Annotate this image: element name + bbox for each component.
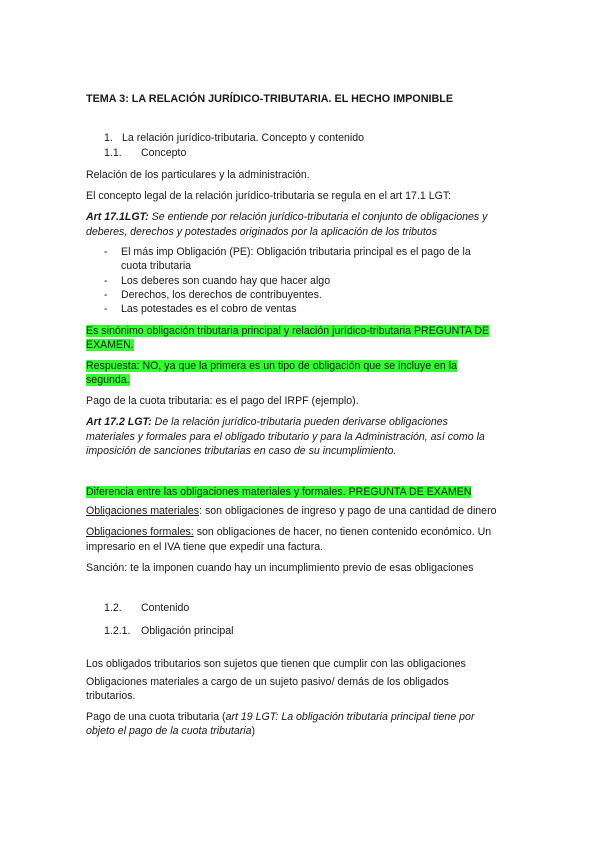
art-17-1-line-1: [86, 210, 487, 224]
obligaciones-formales-text-1: son obligaciones de hacer, no tienen contenido económico. Un: [193, 526, 492, 538]
art-17-2-line-3: imposición de sanciones tributarias en caso de su incumplimiento.: [86, 445, 397, 457]
section-1-number: 1.: [104, 132, 113, 144]
answer-1-line-2: [86, 373, 130, 387]
art-19-pre: Pago de una cuota tributaria (: [86, 711, 226, 723]
bullet-marker: -: [104, 289, 108, 301]
question-2-text: Diferencia entre las obligaciones materiales y formales. PREGUNTA DE EXAMEN: [86, 486, 472, 498]
question-1-text-1: Es sinónimo obligación tributaria principal y relación jurídico-tributaria PREGUNTA DE: [86, 325, 490, 337]
bullet-4: Las potestades es el cobro de ventas: [121, 303, 297, 315]
paragraph-pago-cuota: Pago de la cuota tributaria: es el pago del IRPF (ejemplo).: [86, 395, 359, 407]
art-17-2-text-1: De la relación jurídico-tributaria pueden derivarse obligaciones: [151, 416, 448, 428]
art-19-post: ): [251, 725, 256, 737]
paragraph-art-19-line-2: [86, 724, 255, 738]
question-1-text-2: EXAMEN.: [86, 339, 134, 351]
obligaciones-formales-label: Obligaciones formales:: [86, 526, 194, 538]
art-17-2-label: Art 17.2 LGT:: [86, 416, 152, 428]
section-1-2-number: 1.2.: [104, 602, 122, 614]
bullet-1-line-1: El más imp Obligación (PE): Obligación tributaria principal es el pago de la: [121, 246, 471, 258]
art-17-2-line-2: materiales y formales para el obligado tributario y para la Administración, así como la: [86, 431, 485, 443]
obligaciones-materiales-line: [86, 504, 497, 518]
section-1-2-1-number: 1.2.1.: [104, 625, 131, 637]
paragraph-relacion: Relación de los particulares y la administración.: [86, 169, 310, 181]
paragraph-obligaciones-line-1: Obligaciones materiales a cargo de un sujeto pasivo/ demás de los obligados: [86, 676, 449, 688]
art-19-text-2: objeto el pago de la cuota tributaria: [86, 725, 252, 737]
bullet-3: Derechos, los derechos de contribuyentes.: [121, 289, 322, 301]
art-17-2-line-1: [86, 415, 448, 429]
bullet-2: Los deberes son cuando hay que hacer algo: [121, 275, 331, 287]
bullet-marker: -: [104, 303, 108, 315]
document-title: TEMA 3: LA RELACIÓN JURÍDICO-TRIBUTARIA. EL HECHO IMPONIBLE: [86, 93, 454, 105]
obligaciones-formales-line-2: impresario en el IVA tiene que expedir una factura.: [86, 541, 324, 553]
bullet-1-line-2: cuota tributaria: [121, 260, 192, 272]
bullet-marker: -: [104, 246, 108, 258]
question-2-line: [86, 485, 471, 499]
section-1-heading: La relación jurídico-tributaria. Concepto y contenido: [122, 132, 365, 144]
paragraph-sancion: Sanción: te la imponen cuando hay un incumplimiento previo de esas obligaciones: [86, 562, 474, 574]
answer-1-line-1: [86, 359, 457, 373]
answer-1-text-1: Respuesta: NO, ya que la primera es un tipo de obligación que se incluye en la: [86, 360, 458, 372]
paragraph-obligados: Los obligados tributarios son sujetos que tienen que cumplir con las obligaciones: [86, 658, 466, 670]
section-1-1-heading: Concepto: [141, 147, 187, 159]
section-1-2-1-heading: Obligación principal: [141, 625, 234, 637]
paragraph-obligaciones-line-2: tributarios.: [86, 690, 136, 702]
section-1-2-heading: Contenido: [141, 602, 190, 614]
art-17-1-label: Art 17.1LGT:: [86, 211, 149, 223]
art-19-text-1: art 19 LGT: La obligación tributaria principal tiene por: [225, 711, 475, 723]
obligaciones-materiales-text: : son obligaciones de ingreso y pago de una cantidad de dinero: [199, 505, 497, 517]
question-1-line-1: [86, 324, 489, 338]
art-17-1-line-2: deberes, derechos y potestades originados por la aplicación de los tributos: [86, 226, 437, 238]
obligaciones-formales-line-1: [86, 525, 491, 539]
question-1-line-2: [86, 338, 134, 352]
answer-1-text-2: segunda.: [86, 374, 130, 386]
section-1-1-number: 1.1.: [104, 147, 122, 159]
bullet-marker: -: [104, 275, 108, 287]
obligaciones-materiales-label: Obligaciones materiales: [86, 505, 200, 517]
art-17-1-text-1: Se entiende por relación jurídico-tributaria el conjunto de obligaciones y: [148, 211, 488, 223]
paragraph-art-19-line-1: [86, 710, 474, 724]
paragraph-concepto-legal: El concepto legal de la relación jurídico-tributaria se regula en el art 17.1 LGT:: [86, 190, 452, 202]
